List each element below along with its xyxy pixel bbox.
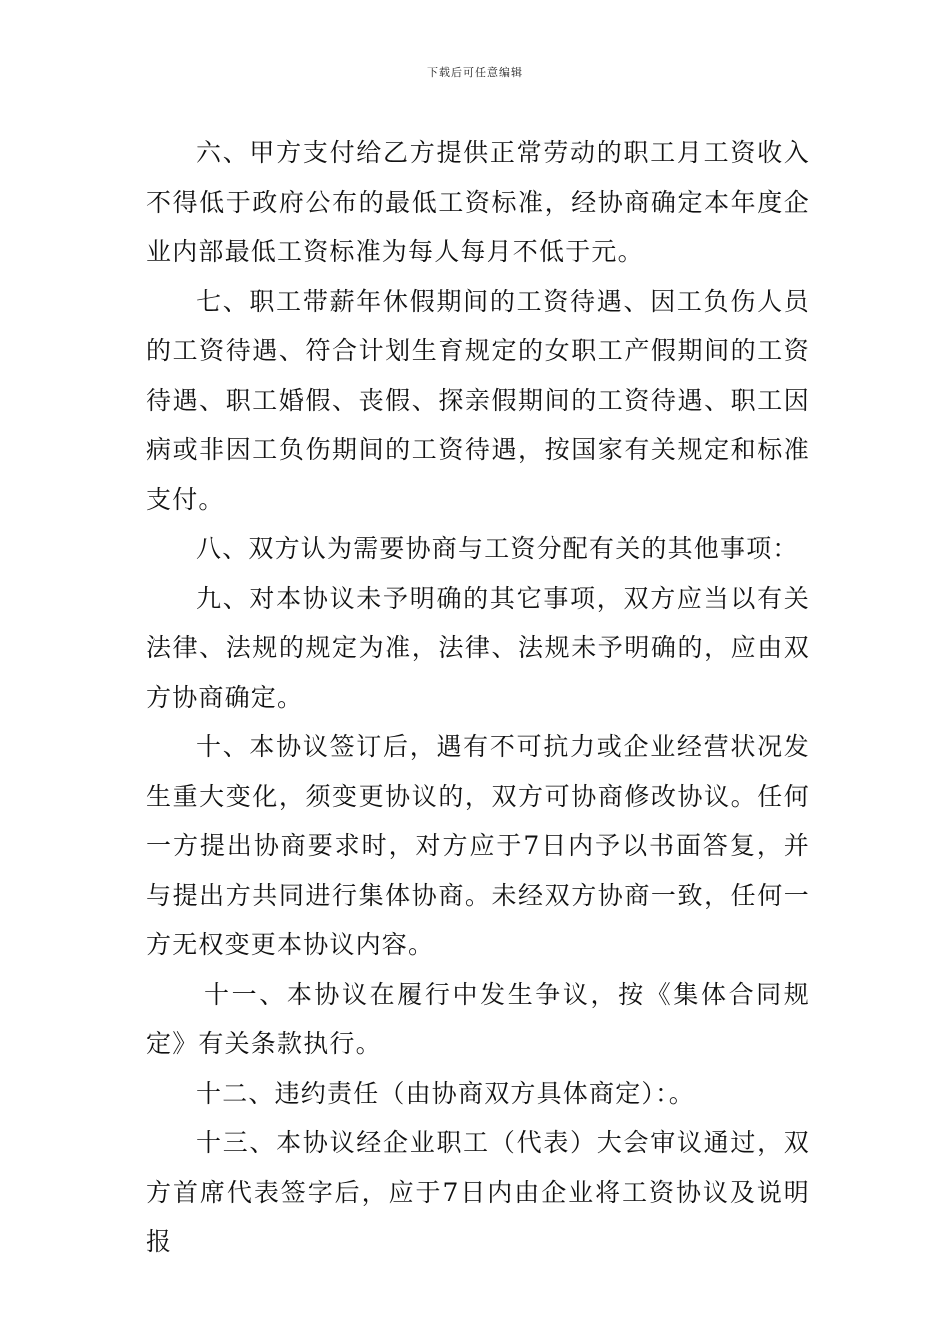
paragraph-13: 十三、本协议经企业职工（代表）大会审议通过，双方首席代表签字后，应于7日内由企业将工资协议及说明报 xyxy=(146,1128,810,1256)
paragraph-6: 六、甲方支付给乙方提供正常劳动的职工月工资收入不得低于政府公布的最低工资标准，经协商确定本年度企业内部最低工资标准为每人每月不低于元。 xyxy=(146,138,810,266)
header-note: 下载后可任意编辑 xyxy=(427,66,523,79)
paragraph-7: 七、职工带薪年休假期间的工资待遇、因工负伤人员的工资待遇、符合计划生育规定的女职工产假期间的工资待遇、职工婚假、丧假、探亲假期间的工资待遇、职工因病或非因工负伤期间的工资待遇，按国家有关规定和标准支付。 xyxy=(146,286,810,514)
paragraph-11: 十一、本协议在履行中发生争议，按《集体合同规定》有关条款执行。 xyxy=(146,979,810,1058)
paragraph-9: 九、对本协议未予明确的其它事项，双方应当以有关法律、法规的规定为准，法律、法规未予明确的，应由双方协商确定。 xyxy=(146,583,810,712)
paragraph-8: 八、双方认为需要协商与工资分配有关的其他事项： xyxy=(196,534,799,563)
paragraph-10: 十、本协议签订后，遇有不可抗力或企业经营状况发生重大变化，须变更协议的，双方可协商修改协议。任何一方提出协商要求时，对方应于7日内予以书面答复，并与提出方共同进行集体协商。未经双方协商一致，任何一方无权变更本协议内容。 xyxy=(146,732,810,959)
paragraph-12: 十二、违约责任（由协商双方具体商定）：。 xyxy=(196,1078,696,1108)
document-body xyxy=(146,128,810,1267)
